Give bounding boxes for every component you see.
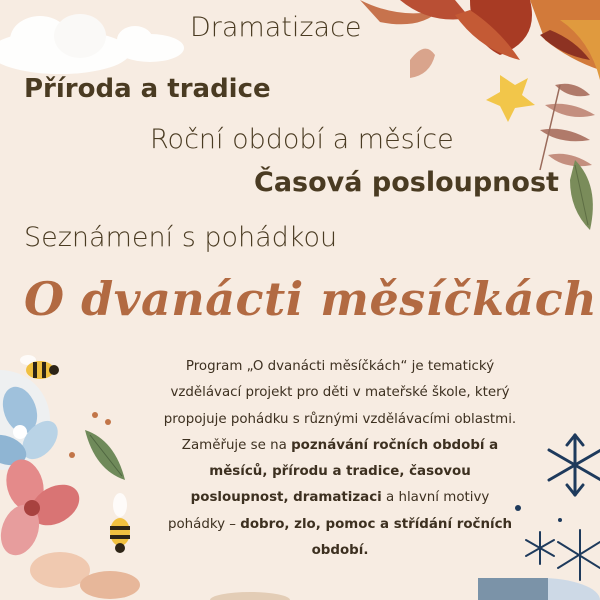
keyword-fairy-tale-intro: Seznámení s pohádkou <box>24 222 338 253</box>
flower-icon <box>0 370 140 599</box>
keyword-nature-traditions: Příroda a tradice <box>24 74 271 104</box>
keyword-time-sequence: Časová posloupnost <box>254 167 559 198</box>
description-paragraph <box>162 354 518 564</box>
keyword-dramatization: Dramatizace <box>190 12 362 43</box>
cloud-icon <box>0 14 184 74</box>
bee-icon <box>110 493 130 553</box>
green-leaf-icon <box>570 160 593 230</box>
description-bold-1: poznávání ročních období a měsíců, přírodu a tradice, časovou posloupnost, dramatizaci <box>190 437 499 506</box>
bee-icon <box>20 355 59 379</box>
description-text-1: Program „O dvanácti měsíčkách“ je tematický vzdělávací projekt pro děti v mateřské škole, který propojuje pohádku s různými vzdělávacími oblastmi. Zaměřuje se na <box>163 359 517 453</box>
description-text-2: a hlavní motivy pohádky – <box>167 490 490 532</box>
description-bold-2: dobro, zlo, pomoc a střídání ročních období. <box>240 516 513 559</box>
poster-title: O dvanácti měsíčkách <box>24 272 598 326</box>
keyword-seasons-months: Roční období a měsíce <box>150 124 454 155</box>
snowflake-icon <box>526 532 554 564</box>
snowflake-icon <box>558 530 600 580</box>
snowflake-icon <box>549 435 600 495</box>
